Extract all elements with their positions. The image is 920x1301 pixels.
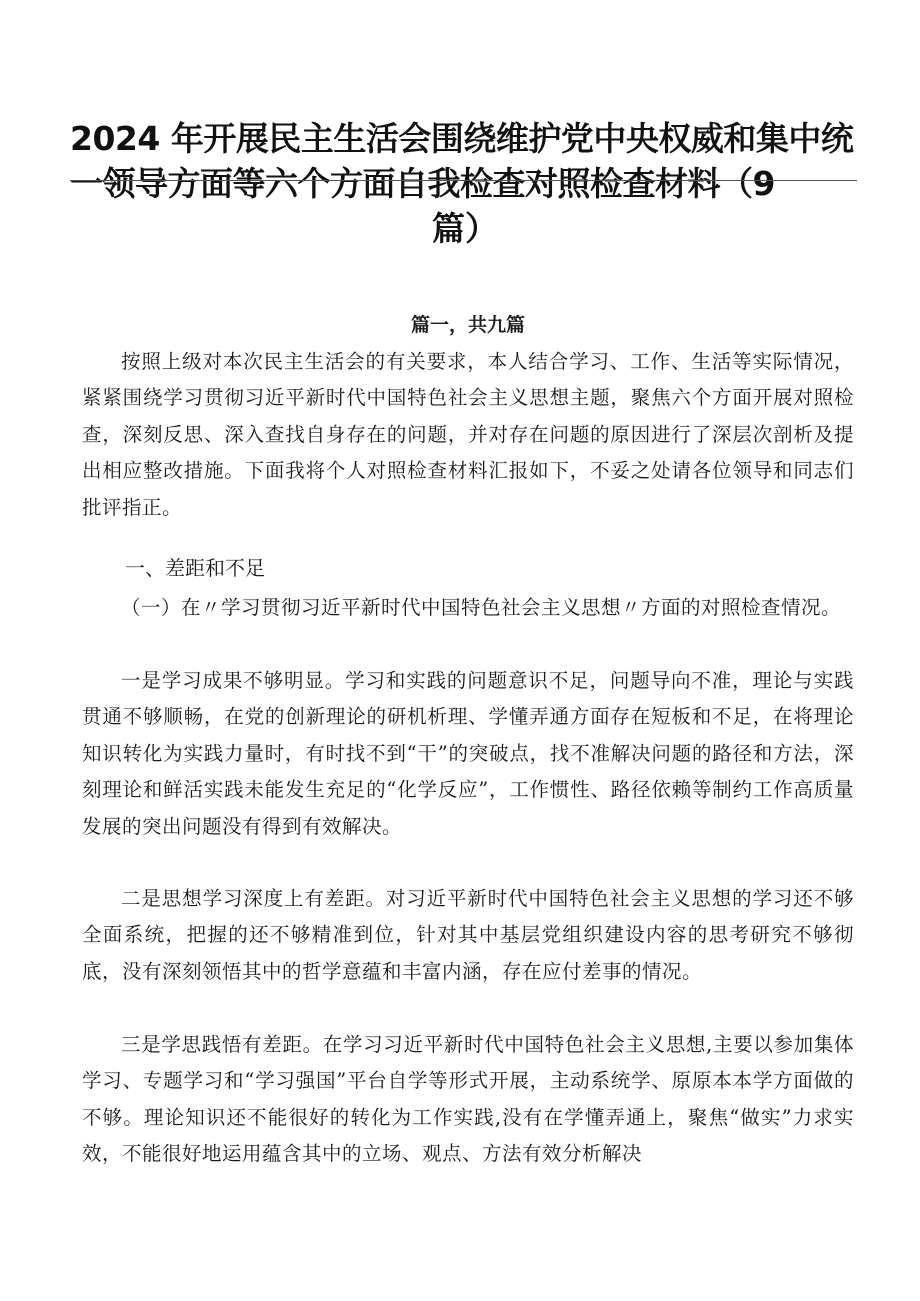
section-heading: 一、差距和不足 xyxy=(125,556,265,580)
intro-paragraph: 按照上级对本次民主生活会的有关要求，本人结合学习、工作、生活等实际情况，紧紧围绕学习贯彻习近平新时代中国特色社会主义思想主题，聚焦六个方面开展对照检查，深刻反思、深入查找自身存在的问题，并对存在问题的原因进行了深层次剖析及提出相应整改措施。下面我将个人对照检查材料汇报如下，不妥之处请各位领导和同志们批评指正。 xyxy=(82,350,854,519)
title-underline-rule xyxy=(70,180,857,181)
title-line-1: 2024 年开展民主生活会围绕维护党中央权威和集中统 xyxy=(70,119,854,158)
title-line-2: 一领导方面等六个方面自我检查对照检查材料（9 xyxy=(70,164,775,203)
point-one-paragraph: 一是学习成果不够明显。学习和实践的问题意识不足，问题导向不准，理论与实践贯通不够顺畅，在党的创新理论的研机析理、学懂弄通方面存在短板和不足，在将理论知识转化为实践力量时，有时找不到“干”的突破点，找不准解决问题的路径和方法，深刻理论和鲜活实践未能发生充足的“化学反应”，工作惯性、路径依赖等制约工作高质量发展的突出问题没有得到有效解决。 xyxy=(82,669,854,838)
document-title xyxy=(70,116,860,251)
point-three-paragraph: 三是学思践悟有差距。在学习习近平新时代中国特色社会主义思想,主要以参加集体学习、专题学习和“学习强国”平台自学等形式开展，主动系统学、原原本本学方面做的不够。理论知识还不能很好的转化为工作实践,没有在学懂弄通上，聚焦“做实”力求实效，不能很好地运用蕴含其中的立场、观点、方法有效分析解决 xyxy=(82,1033,854,1166)
title-line-3: 篇） xyxy=(432,209,498,248)
subsection-heading: （一）在〃学习贯彻习近平新时代中国特色社会主义思想〃方面的对照检查情况。 xyxy=(121,596,842,619)
chapter-label: 篇一，共九篇 xyxy=(410,314,525,336)
point-two-paragraph: 二是思想学习深度上有差距。对习近平新时代中国特色社会主义思想的学习还不够全面系统，把握的还不够精准到位，针对其中基层党组织建设内容的思考研究不够彻底，没有深刻领悟其中的哲学意蕴和丰富内涵，存在应付差事的情况。 xyxy=(82,887,854,983)
